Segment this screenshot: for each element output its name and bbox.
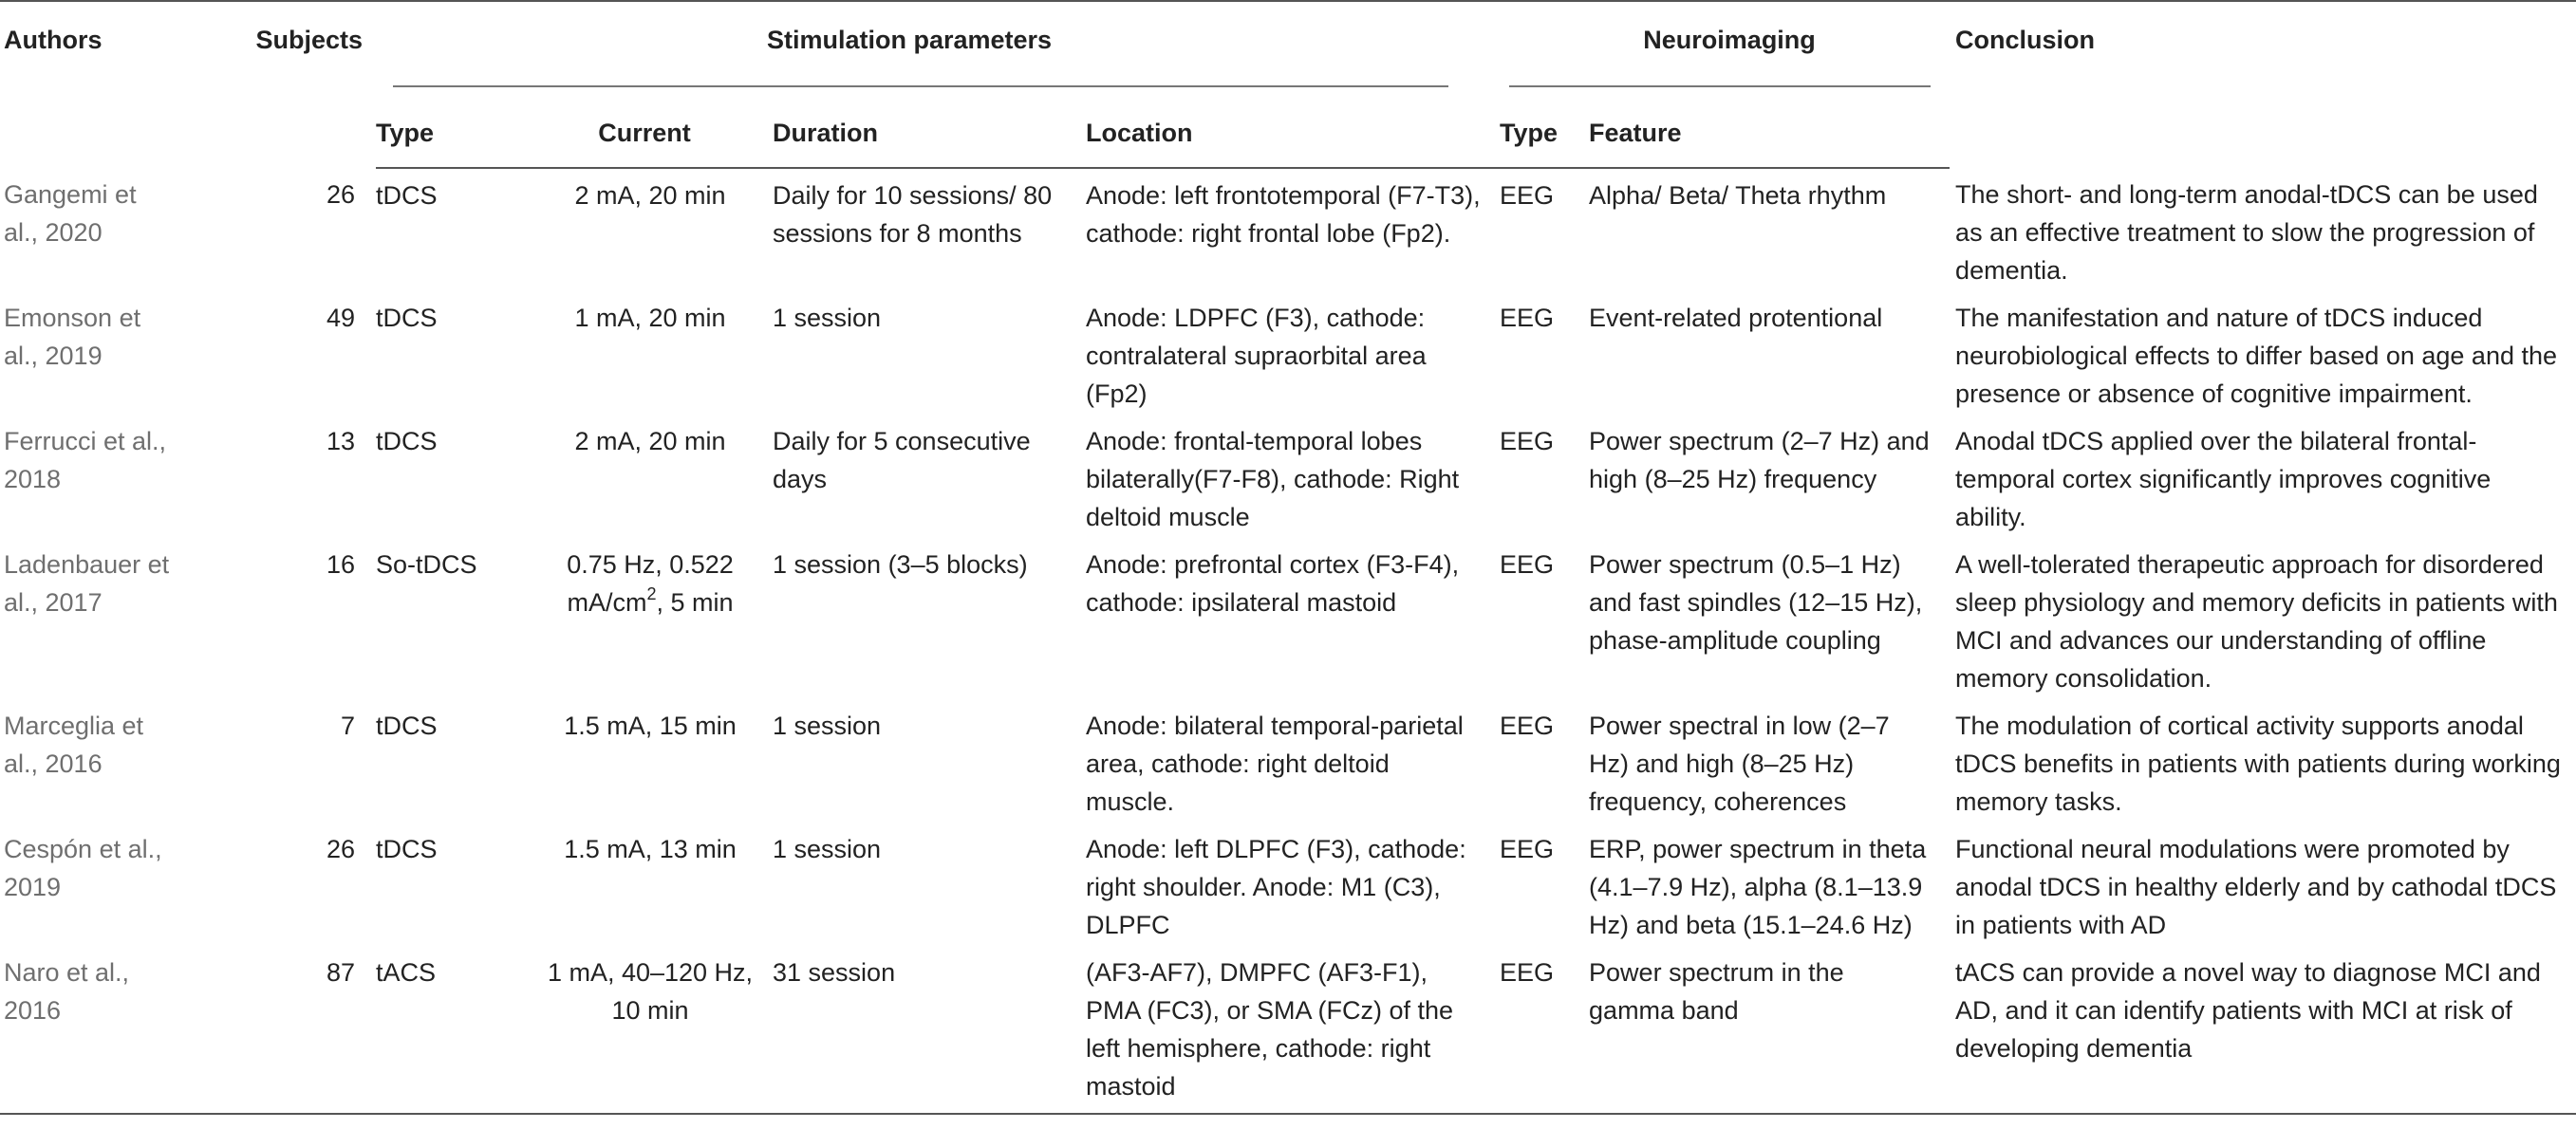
cell-location: Anode: left DLPFC (F3), cathode: right shoulder. Anode: M1 (C3), DLPFC: [1086, 835, 1466, 939]
cell-subjects: 16: [326, 550, 355, 579]
cell-duration: 1 session: [773, 835, 882, 863]
table-row: [0, 946, 2576, 1114]
cell-conclusion: Functional neural modulations were promoted by anodal tDCS in healthy elderly and by cathodal tDCS in patients with AD: [1955, 835, 2557, 939]
cell-location: Anode: left frontotemporal (F7-T3), cathode: right frontal lobe (Fp2).: [1086, 181, 1481, 248]
cell-location: (AF3-AF7), DMPFC (AF3-F1), PMA (FC3), or SMA (FCz) of the left hemisphere, cathode: right mastoid: [1086, 946, 1500, 1114]
header-conclusion: Conclusion: [1955, 26, 2096, 54]
cell-current: 1.5 mA, 13 min: [564, 835, 737, 863]
cell-duration: Daily for 5 consecutive days: [773, 427, 1031, 493]
cell-neuro-type: EEG: [1500, 712, 1555, 740]
cell-conclusion: Anodal tDCS applied over the bilateral frontal-temporal cortex significantly improves cognitive ability.: [1955, 427, 2492, 531]
cell-conclusion: The short- and long-term anodal-tDCS can be used as an effective treatment to slow the progression of dementia.: [1955, 180, 2538, 285]
header-stim-type: Type: [376, 87, 545, 168]
cell-conclusion: tACS can provide a novel way to diagnose MCI and AD, and it can identify patients with MCI at risk of developing dementia: [1950, 946, 2576, 1114]
cell-author: Emonson et al., 2019: [4, 304, 141, 370]
header-stimulation-label: Stimulation parameters: [766, 26, 1053, 54]
cell-subjects: 26: [326, 835, 355, 863]
cell-neuro-type: EEG: [1500, 181, 1555, 210]
cell-type: tDCS: [376, 181, 438, 210]
table-row: [0, 699, 2576, 823]
cell-neuro-type: EEG: [1500, 427, 1555, 455]
header-subjects: Subjects: [255, 26, 363, 54]
current-superscript: 2: [646, 584, 657, 603]
cell-feature: Power spectrum in the gamma band: [1589, 946, 1950, 1114]
cell-current: 1 mA, 40–120 Hz, 10 min: [545, 946, 773, 1114]
cell-author: Ladenbauer et al., 2017: [4, 550, 170, 617]
header-neuroimaging-label: Neuroimaging: [1643, 26, 1816, 54]
header-neuroimaging-group: [1500, 1, 1950, 87]
cell-subjects: 26: [326, 180, 355, 209]
cell-current: [545, 538, 773, 699]
cell-location: Anode: bilateral temporal-parietal area, cathode: right deltoid muscle.: [1086, 712, 1464, 816]
cell-feature: ERP, power spectrum in theta (4.1–7.9 Hz), alpha (8.1–13.9 Hz) and beta (15.1–24.6 Hz): [1589, 835, 1927, 939]
cell-subjects: 49: [326, 304, 355, 332]
cell-conclusion: A well-tolerated therapeutic approach for disordered sleep physiology and memory deficits in patients with MCI and advances our understanding of offline memory consolidation.: [1955, 550, 2558, 693]
cell-author: Naro et al., 2016: [0, 946, 190, 1114]
cell-duration: Daily for 10 sessions/ 80 sessions for 8 months: [773, 181, 1053, 248]
cell-conclusion: The manifestation and nature of tDCS induced neurobiological effects to differ based on age and the presence or absence of cognitive impairment.: [1955, 304, 2558, 408]
header-feature: Feature: [1589, 87, 1950, 168]
cell-duration: 1 session: [773, 304, 882, 332]
cell-author: Gangemi et al., 2020: [4, 180, 137, 247]
cell-neuro-type: EEG: [1500, 946, 1589, 1114]
cell-current: 2 mA, 20 min: [574, 181, 726, 210]
cell-feature: Event-related protentional: [1589, 304, 1883, 332]
table-row: [0, 538, 2576, 699]
table-row: [0, 415, 2576, 538]
cell-type: tDCS: [376, 427, 438, 455]
cell-subjects: 13: [326, 427, 355, 455]
table-row: [0, 168, 2576, 291]
cell-duration: 31 session: [773, 946, 1086, 1114]
cell-neuro-type: EEG: [1500, 304, 1555, 332]
cell-type: So-tDCS: [376, 550, 477, 579]
cell-subjects: 7: [340, 712, 355, 740]
cell-type: tDCS: [376, 304, 438, 332]
cell-type: tDCS: [376, 835, 438, 863]
header-duration: Duration: [773, 87, 1086, 168]
cell-feature: Alpha/ Beta/ Theta rhythm: [1589, 181, 1887, 210]
cell-location: Anode: LDPFC (F3), cathode: contralateral supraorbital area (Fp2): [1086, 304, 1427, 408]
cell-location: Anode: prefrontal cortex (F3-F4), cathode: ipsilateral mastoid: [1086, 550, 1460, 617]
table-row: [0, 823, 2576, 946]
current-duration: , 5 min: [656, 588, 734, 617]
current-value: 0.75 Hz, 0.522 mA/cm: [567, 550, 734, 617]
cell-type: tDCS: [376, 712, 438, 740]
cell-feature: Power spectrum (0.5–1 Hz) and fast spindles (12–15 Hz), phase-amplitude coupling: [1589, 550, 1923, 655]
cell-feature: Power spectral in low (2–7 Hz) and high (8–25 Hz) frequency, coherences: [1589, 712, 1890, 816]
cell-conclusion: The modulation of cortical activity supports anodal tDCS benefits in patients with patients during working memory tasks.: [1955, 712, 2561, 816]
cell-subjects: 87: [190, 946, 376, 1114]
header-neuro-type: Type: [1500, 87, 1589, 168]
header-row-1: [0, 1, 2576, 87]
header-current: Current: [545, 87, 773, 168]
cell-neuro-type: EEG: [1500, 550, 1555, 579]
cell-duration: 1 session: [773, 712, 882, 740]
cell-author: Cespón et al., 2019: [4, 835, 162, 901]
cell-duration: 1 session (3–5 blocks): [773, 550, 1028, 579]
cell-type: tACS: [376, 946, 545, 1114]
header-stimulation-group: [376, 1, 1500, 87]
cell-location: Anode: frontal-temporal lobes bilaterally(F7-F8), cathode: Right deltoid muscle: [1086, 427, 1460, 531]
table-row: [0, 291, 2576, 415]
cell-current: 1 mA, 20 min: [574, 304, 726, 332]
cell-author: Marceglia et al., 2016: [4, 712, 144, 778]
cell-author: Ferrucci et al., 2018: [4, 427, 167, 493]
cell-feature: Power spectrum (2–7 Hz) and high (8–25 Hz) frequency: [1589, 427, 1930, 493]
header-location: Location: [1086, 87, 1500, 168]
cell-neuro-type: EEG: [1500, 835, 1555, 863]
cell-current: 1.5 mA, 15 min: [564, 712, 737, 740]
header-authors: Authors: [4, 26, 103, 54]
cell-current: 2 mA, 20 min: [574, 427, 726, 455]
